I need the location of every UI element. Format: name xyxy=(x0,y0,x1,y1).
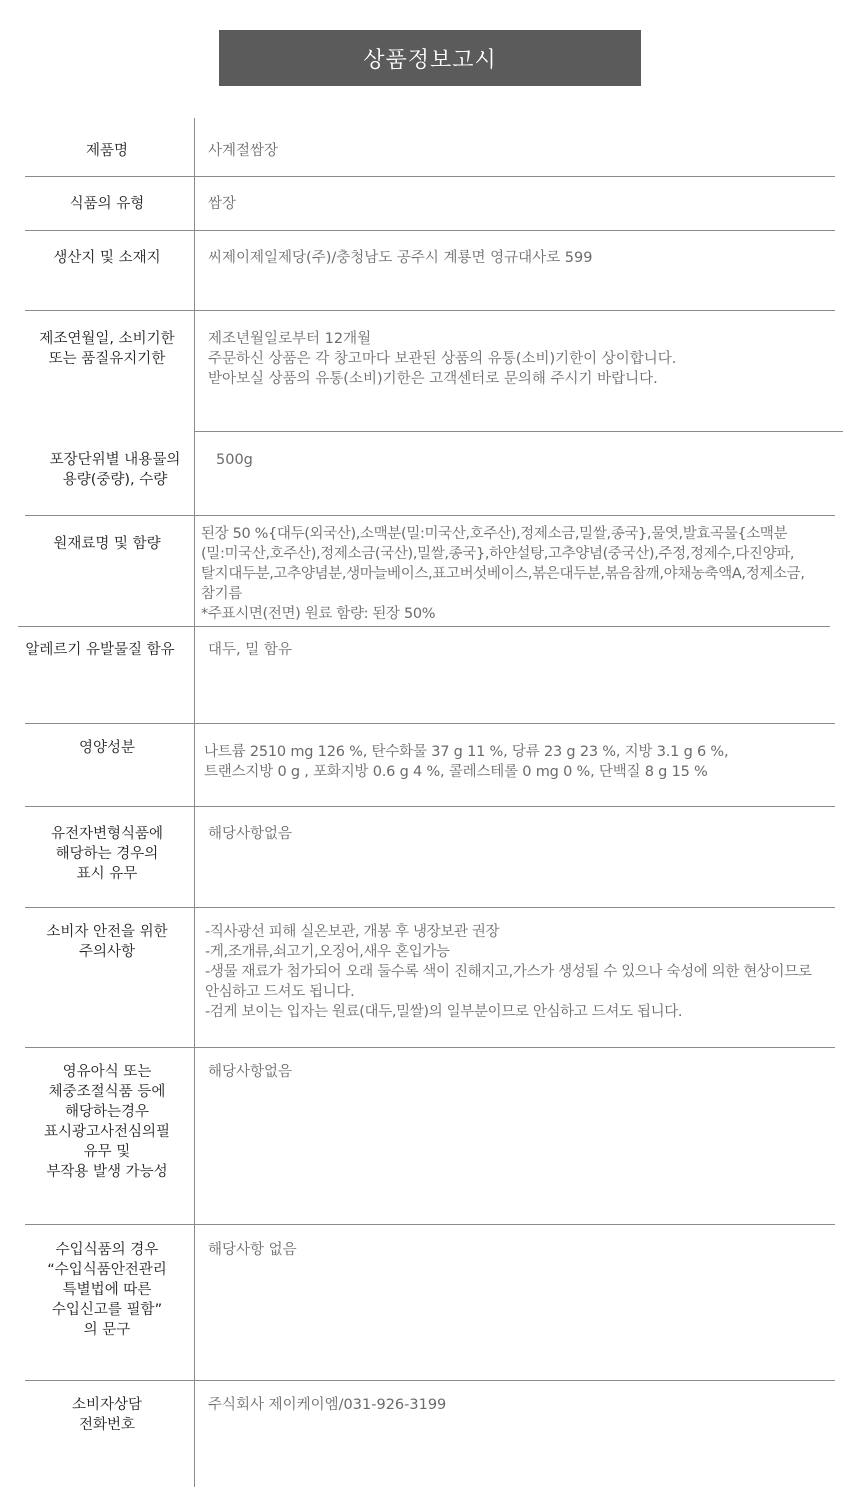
value-infant-diet: 해당사항없음 xyxy=(208,1064,293,1080)
label-safety-notes: 소비자 안전을 위한 주의사항 xyxy=(46,924,168,960)
label-gmo: 유전자변형식품에 해당하는 경우의 표시 유무 xyxy=(50,826,164,882)
label-nutrition: 영양성분 xyxy=(78,740,136,756)
value-nutrition: 나트륨 2510 mg 126 %, 탄수화물 37 g 11 %, 당류 23 g 23 %, 지방 3.1 g 6 %, 트랜스지방 0 g , 포화지방 0.6 g 4 %, 콜레스테롤 0 mg 0 %, 단백질 8 g 15 % xyxy=(204,744,729,780)
page-title: 상품정보고시 xyxy=(219,30,641,86)
value-origin: 씨제이제일제당(주)/충청남도 공주시 계룡면 영규대사로 599 xyxy=(208,250,593,266)
row-divider xyxy=(25,310,835,311)
value-product-name: 사계절쌈장 xyxy=(208,143,279,159)
value-expiration: 제조년월일로부터 12개월 주문하신 상품은 각 창고마다 보관된 상품의 유통(소비)기한이 상이합니다. 받아보실 상품의 유통(소비)기한은 고객센터로 문의해 주시기 바랍니다. xyxy=(208,331,677,387)
row-divider xyxy=(195,431,843,432)
row-divider xyxy=(25,907,835,908)
row-divider xyxy=(25,176,835,177)
value-customer-contact: 주식회사 제이케이엠/031-926-3199 xyxy=(208,1397,447,1413)
value-gmo: 해당사항없음 xyxy=(208,826,293,842)
label-food-type: 식품의 유형 xyxy=(69,196,145,212)
label-imported-food: 수입식품의 경우 “수입식품안전관리 특별법에 따른 수입신고를 필함” 의 문구 xyxy=(47,1242,167,1338)
row-divider xyxy=(25,806,835,807)
value-package-volume: 500g xyxy=(216,452,253,468)
label-product-name: 제품명 xyxy=(85,143,129,159)
column-divider xyxy=(194,118,195,1487)
row-divider xyxy=(25,1047,835,1048)
row-divider xyxy=(25,1380,835,1381)
label-expiration: 제조연월일, 소비기한 또는 품질유지기한 xyxy=(39,331,175,367)
row-divider xyxy=(25,1224,835,1225)
row-divider xyxy=(25,515,835,516)
label-customer-contact: 소비자상담 전화번호 xyxy=(71,1397,143,1433)
row-divider xyxy=(18,626,830,627)
row-divider xyxy=(25,723,835,724)
label-ingredients: 원재료명 및 함량 xyxy=(53,536,161,552)
label-allergens: 알레르기 유발물질 함유 xyxy=(25,642,175,658)
label-infant-diet: 영유아식 또는 체중조절식품 등에 해당하는경우 표시광고사전심의필 유무 및 부작용 발생 가능성 xyxy=(43,1064,171,1180)
value-food-type: 쌈장 xyxy=(208,196,237,212)
value-ingredients: 된장 50 %{대두(외국산),소맥분(밀:미국산,호주산),정제소금,밀쌀,종국},물엿,발효곡물{소맥분 (밀:미국산,호주산),정제소금(국산),밀쌀,종국},하얀설탕,고추양념(중국산),주정,정제수,다진양파, 탈지대두분,고추양념분,생마늘베이스,표고버섯베이스,볶은대두분,볶음참깨,야채농축액A,정제소금, 참기름 *주표시면(전면) 원료 함량: 된장 50% xyxy=(201,526,805,622)
value-allergens: 대두, 밀 함유 xyxy=(208,642,292,658)
row-divider xyxy=(25,230,835,231)
label-origin: 생산지 및 소재지 xyxy=(53,250,161,266)
label-package-volume: 포장단위별 내용물의 용량(중량), 수량 xyxy=(49,452,181,488)
value-imported-food: 해당사항 없음 xyxy=(208,1242,297,1258)
value-safety-notes: -직사광선 피해 실온보관, 개봉 후 냉장보관 권장 -게,조개류,쇠고기,오징어,새우 혼입가능 -생물 재료가 첨가되어 오래 둘수록 색이 진해지고,가스가 생성될 수 있으나 숙성에 의한 현상이므로 안심하고 드셔도 됩니다. -검게 보이는 입자는 원료(대두,밀쌀)의 일부분이므로 안심하고 드셔도 됩니다. xyxy=(205,924,812,1020)
